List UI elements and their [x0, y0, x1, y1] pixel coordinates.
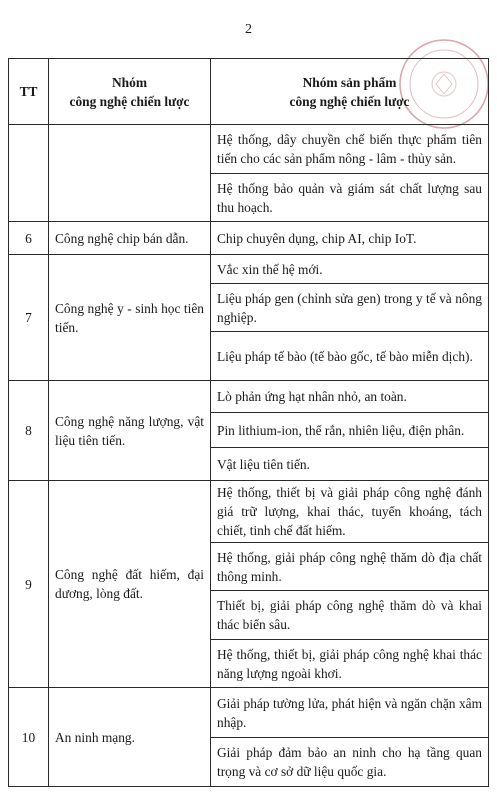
row-number: 10 — [9, 688, 49, 787]
product-cell: Liệu pháp tế bào (tế bào gốc, tế bào miễn dịch). — [211, 332, 489, 381]
product-cell: Lò phản ứng hạt nhân nhỏ, an toàn. — [211, 381, 489, 413]
product-cell: Liệu pháp gen (chỉnh sửa gen) trong y tế và nông nghiệp. — [211, 284, 489, 332]
product-cell: Hệ thống, dây chuyền chế biến thực phẩm tiên tiến cho các sản phẩm nông - lâm - thủy sản. — [211, 125, 489, 174]
row-number: 8 — [9, 381, 49, 481]
row-number: 9 — [9, 481, 49, 688]
table-row — [9, 222, 489, 255]
group-cell: Công nghệ y - sinh học tiên tiến. — [49, 255, 211, 381]
row-cont-group — [49, 125, 211, 222]
row-number: 7 — [9, 255, 49, 381]
product-cell: Pin lithium-ion, thể rắn, nhiên liệu, điện phân. — [211, 413, 489, 448]
row-cont-tt — [9, 125, 49, 222]
product-cell: Hệ thống bảo quản và giám sát chất lượng sau thu hoạch. — [211, 174, 489, 222]
strategic-technology-table — [8, 58, 489, 787]
group-cell: An ninh mạng. — [49, 688, 211, 787]
product-cell: Chip chuyên dụng, chip AI, chip IoT. — [211, 222, 489, 255]
header-group — [49, 59, 211, 125]
table-row — [9, 125, 489, 174]
row-number: 6 — [9, 222, 49, 255]
product-cell: Giải pháp tường lửa, phát hiện và ngăn chặn xâm nhập. — [211, 688, 489, 738]
product-cell: Thiết bị, giải pháp công nghệ thăm dò và khai thác biển sâu. — [211, 591, 489, 640]
group-cell: Công nghệ năng lượng, vật liệu tiên tiến. — [49, 381, 211, 481]
header-product — [211, 59, 489, 125]
table-row — [9, 481, 489, 543]
table-header-row — [9, 59, 489, 125]
page-number: 2 — [245, 22, 252, 37]
product-cell: Giải pháp đảm bảo an ninh cho hạ tầng quan trọng và cơ sở dữ liệu quốc gia. — [211, 738, 489, 787]
product-cell: Vắc xin thế hệ mới. — [211, 255, 489, 284]
header-product-line1: Nhóm sản phẩm — [302, 74, 397, 90]
header-product-line2: công nghệ chiến lược — [289, 93, 410, 109]
product-cell: Hệ thống, thiết bị, giải pháp công nghệ khai thác năng lượng ngoài khơi. — [211, 640, 489, 688]
group-cell: Công nghệ chip bán dẫn. — [49, 222, 211, 255]
table-row — [9, 255, 489, 284]
header-tt: TT — [9, 59, 49, 125]
header-group-line1: Nhóm — [112, 74, 147, 90]
group-cell: Công nghệ đất hiếm, đại dương, lòng đất. — [49, 481, 211, 688]
product-cell: Vật liệu tiên tiến. — [211, 448, 489, 481]
header-group-line2: công nghệ chiến lược — [69, 93, 190, 109]
product-cell: Hệ thống, thiết bị và giải pháp công nghệ đánh giá trữ lượng, khai thác, tuyển khoáng, tách chiết, tinh chế đất hiếm. — [211, 481, 489, 543]
table-row — [9, 688, 489, 738]
product-cell: Hệ thống, giải pháp công nghệ thăm dò địa chất thông minh. — [211, 543, 489, 591]
table-row — [9, 381, 489, 413]
